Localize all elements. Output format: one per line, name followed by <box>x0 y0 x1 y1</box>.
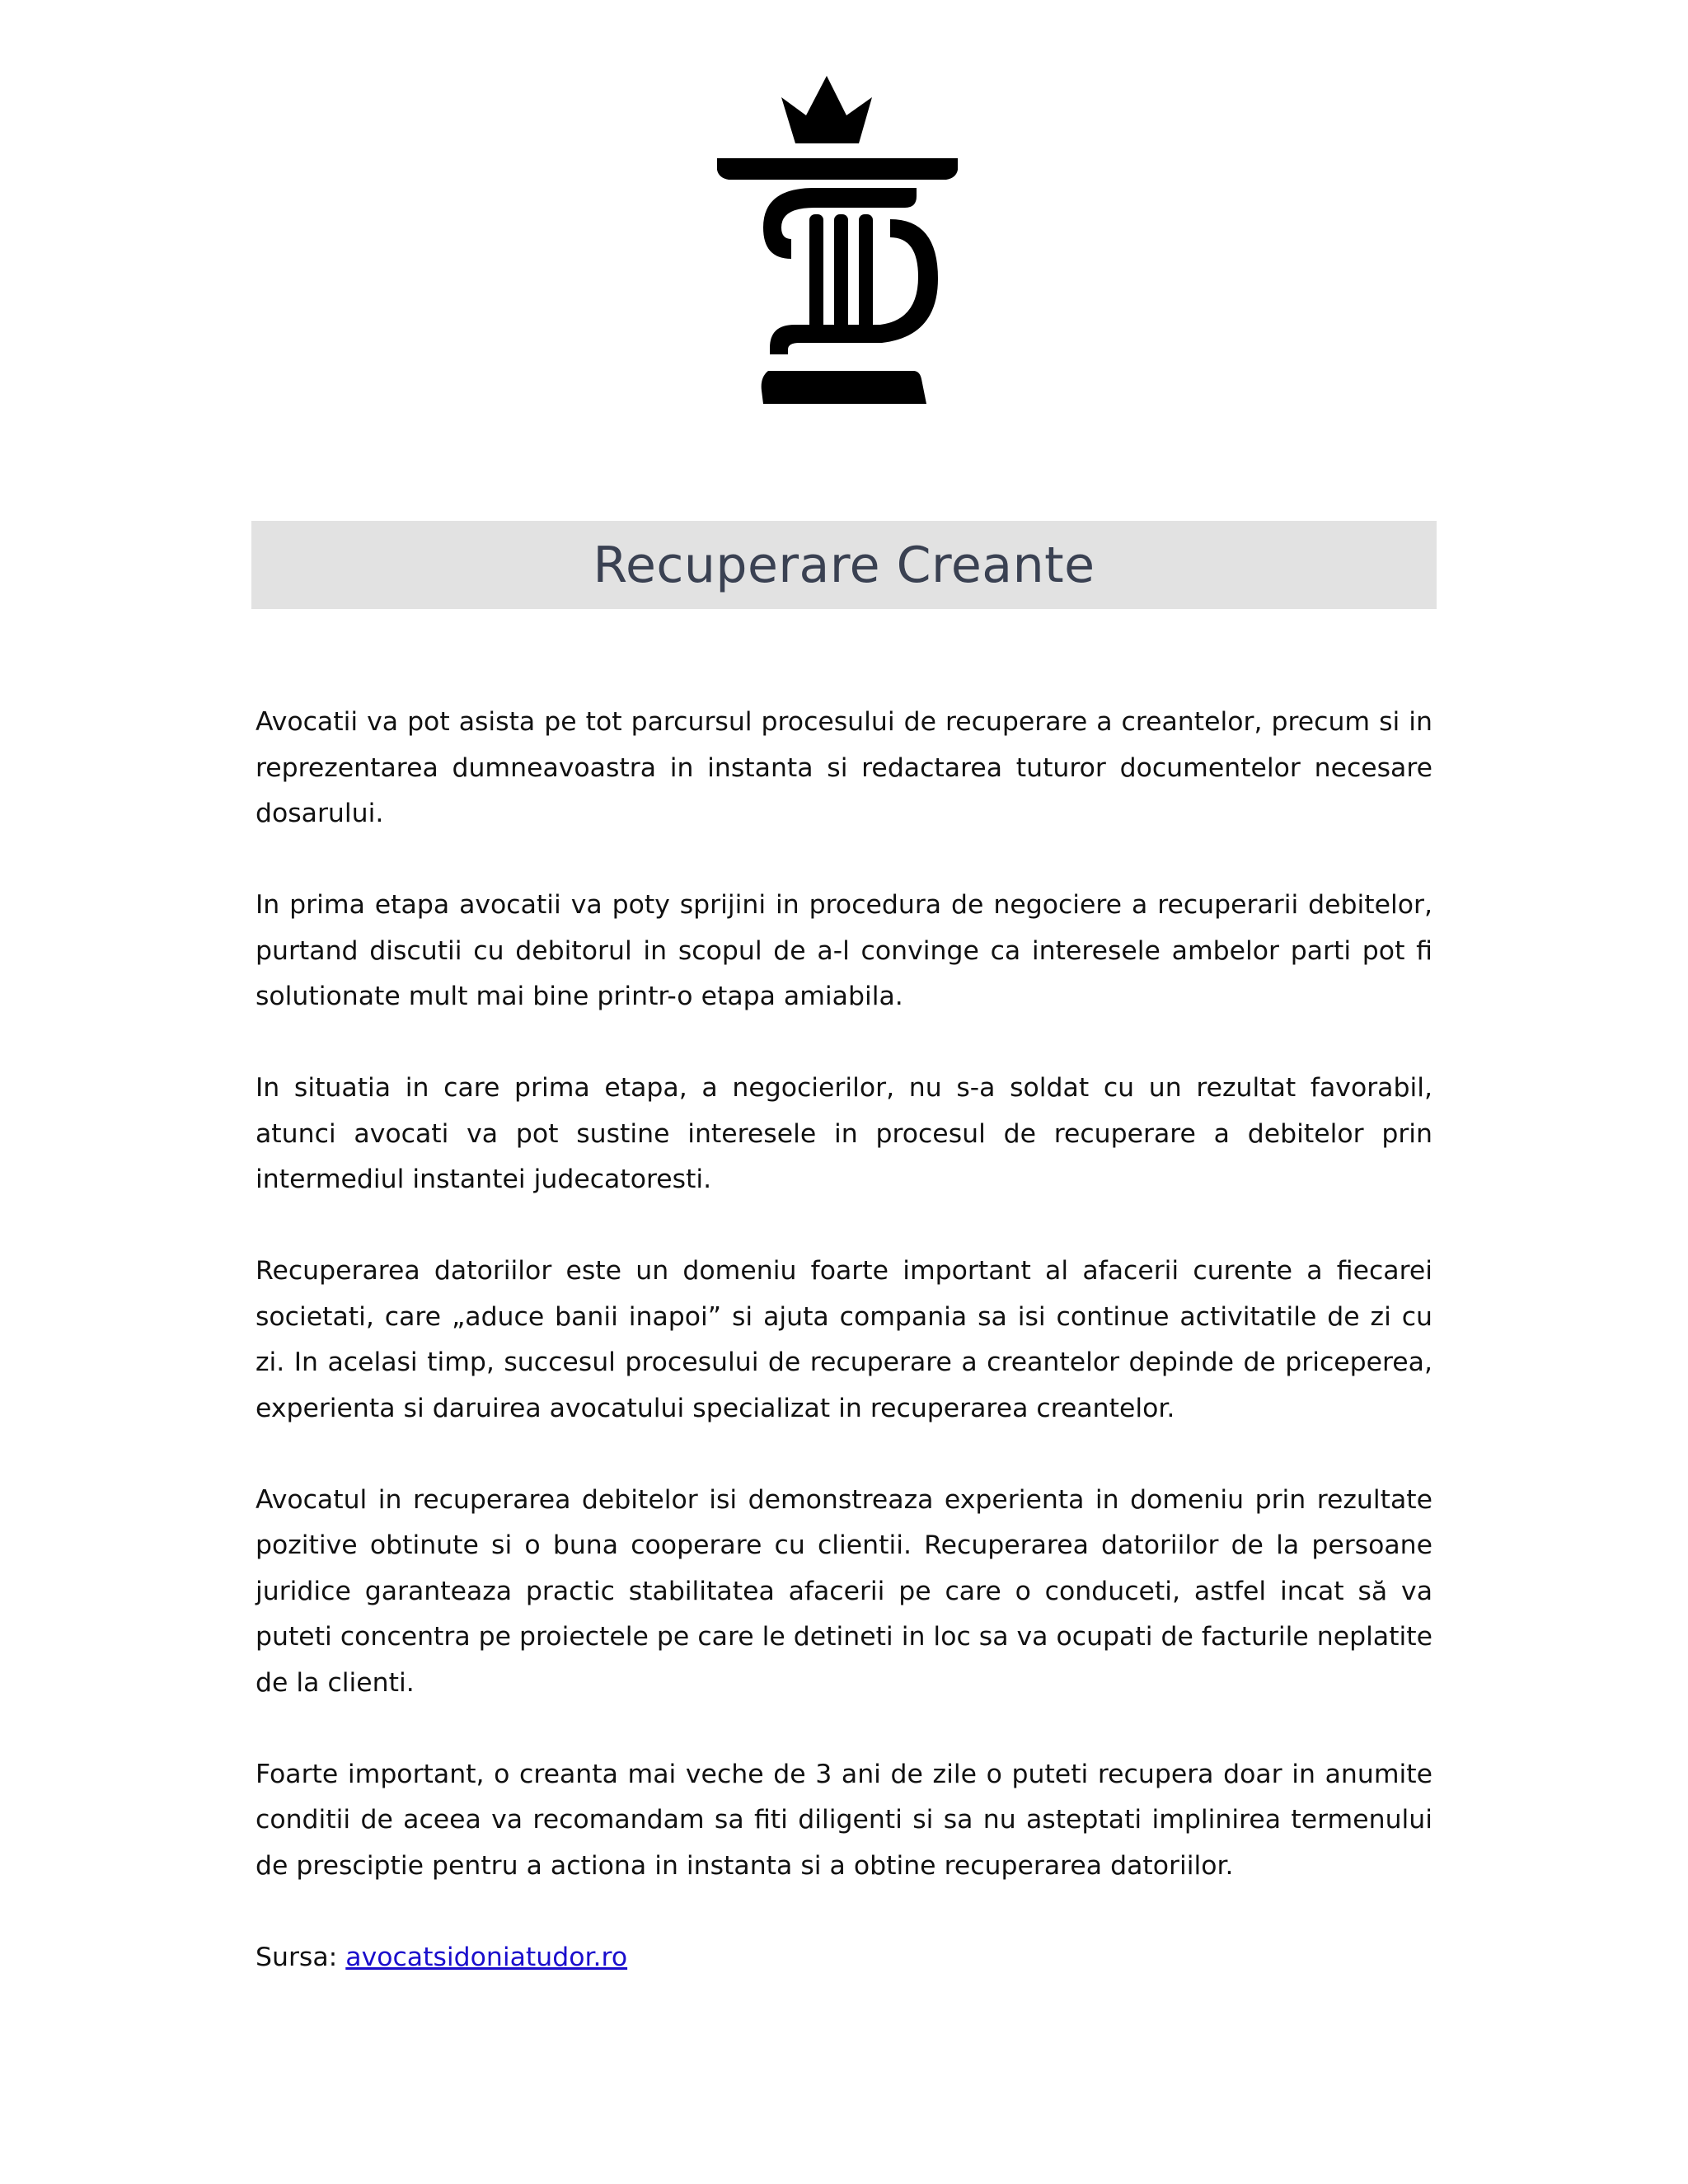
paragraph: In prima etapa avocatii va poty sprijini in procedura de negociere a recuperarii debitelor, purtand discutii cu debitorul in scopul de a-l convinge ca interesele ambelor parti pot fi solutionate mult mai bine printr-o etapa amiabila. <box>256 890 1432 1011</box>
paragraph: Avocatul in recuperarea debitelor isi demonstreaza experienta in domeniu prin rezultate pozitive obtinute si o buna cooperare cu clientii. Recuperarea datoriilor de la persoane juridice garanteaza practic stabilitatea afacerii pe care o conduceti, astfel incat să va puteti concentra pe proiectele pe care le detineti in loc sa va ocupati de facturile neplatite de la clienti. <box>256 1484 1432 1698</box>
paragraph: Recuperarea datoriilor este un domeniu foarte important al afacerii curente a fiecarei societati, care „aduce banii inapoi” si ajuta compania sa isi continue activitatile de zi cu zi. In acelasi timp, succesul procesului de recuperare a creantelor depinde de priceperea, experienta si daruirea avocatului specializat in recuperarea creantelor. <box>256 1256 1432 1423</box>
article-body <box>256 700 1432 1980</box>
source-label: Sursa: <box>256 1942 338 1972</box>
page-title: Recuperare Creante <box>593 536 1095 594</box>
paragraph: Avocatii va pot asista pe tot parcursul procesului de recuperare a creantelor, precum si in reprezentarea dumneavoastra in instanta si redactarea tuturor documentelor necesare dosarului. <box>256 707 1432 828</box>
title-band <box>251 521 1437 609</box>
pillar-crown-logo-icon <box>717 73 964 410</box>
paragraph: Foarte important, o creanta mai veche de 3 ani de zile o puteti recupera doar in anumite conditii de aceea va recomandam sa fiti diligenti si sa nu asteptati implinirea termenului de presciptie pentru a actiona in instanta si a obtine recuperarea datoriilor. <box>256 1759 1432 1881</box>
source-line <box>256 1935 1432 1981</box>
source-link[interactable]: avocatsidoniatudor.ro <box>345 1942 628 1972</box>
paragraph: In situatia in care prima etapa, a negocierilor, nu s-a soldat cu un rezultat favorabil, atunci avocati va pot sustine interesele in procesul de recuperare a debitelor prin intermediul instantei judecatoresti. <box>256 1073 1432 1194</box>
